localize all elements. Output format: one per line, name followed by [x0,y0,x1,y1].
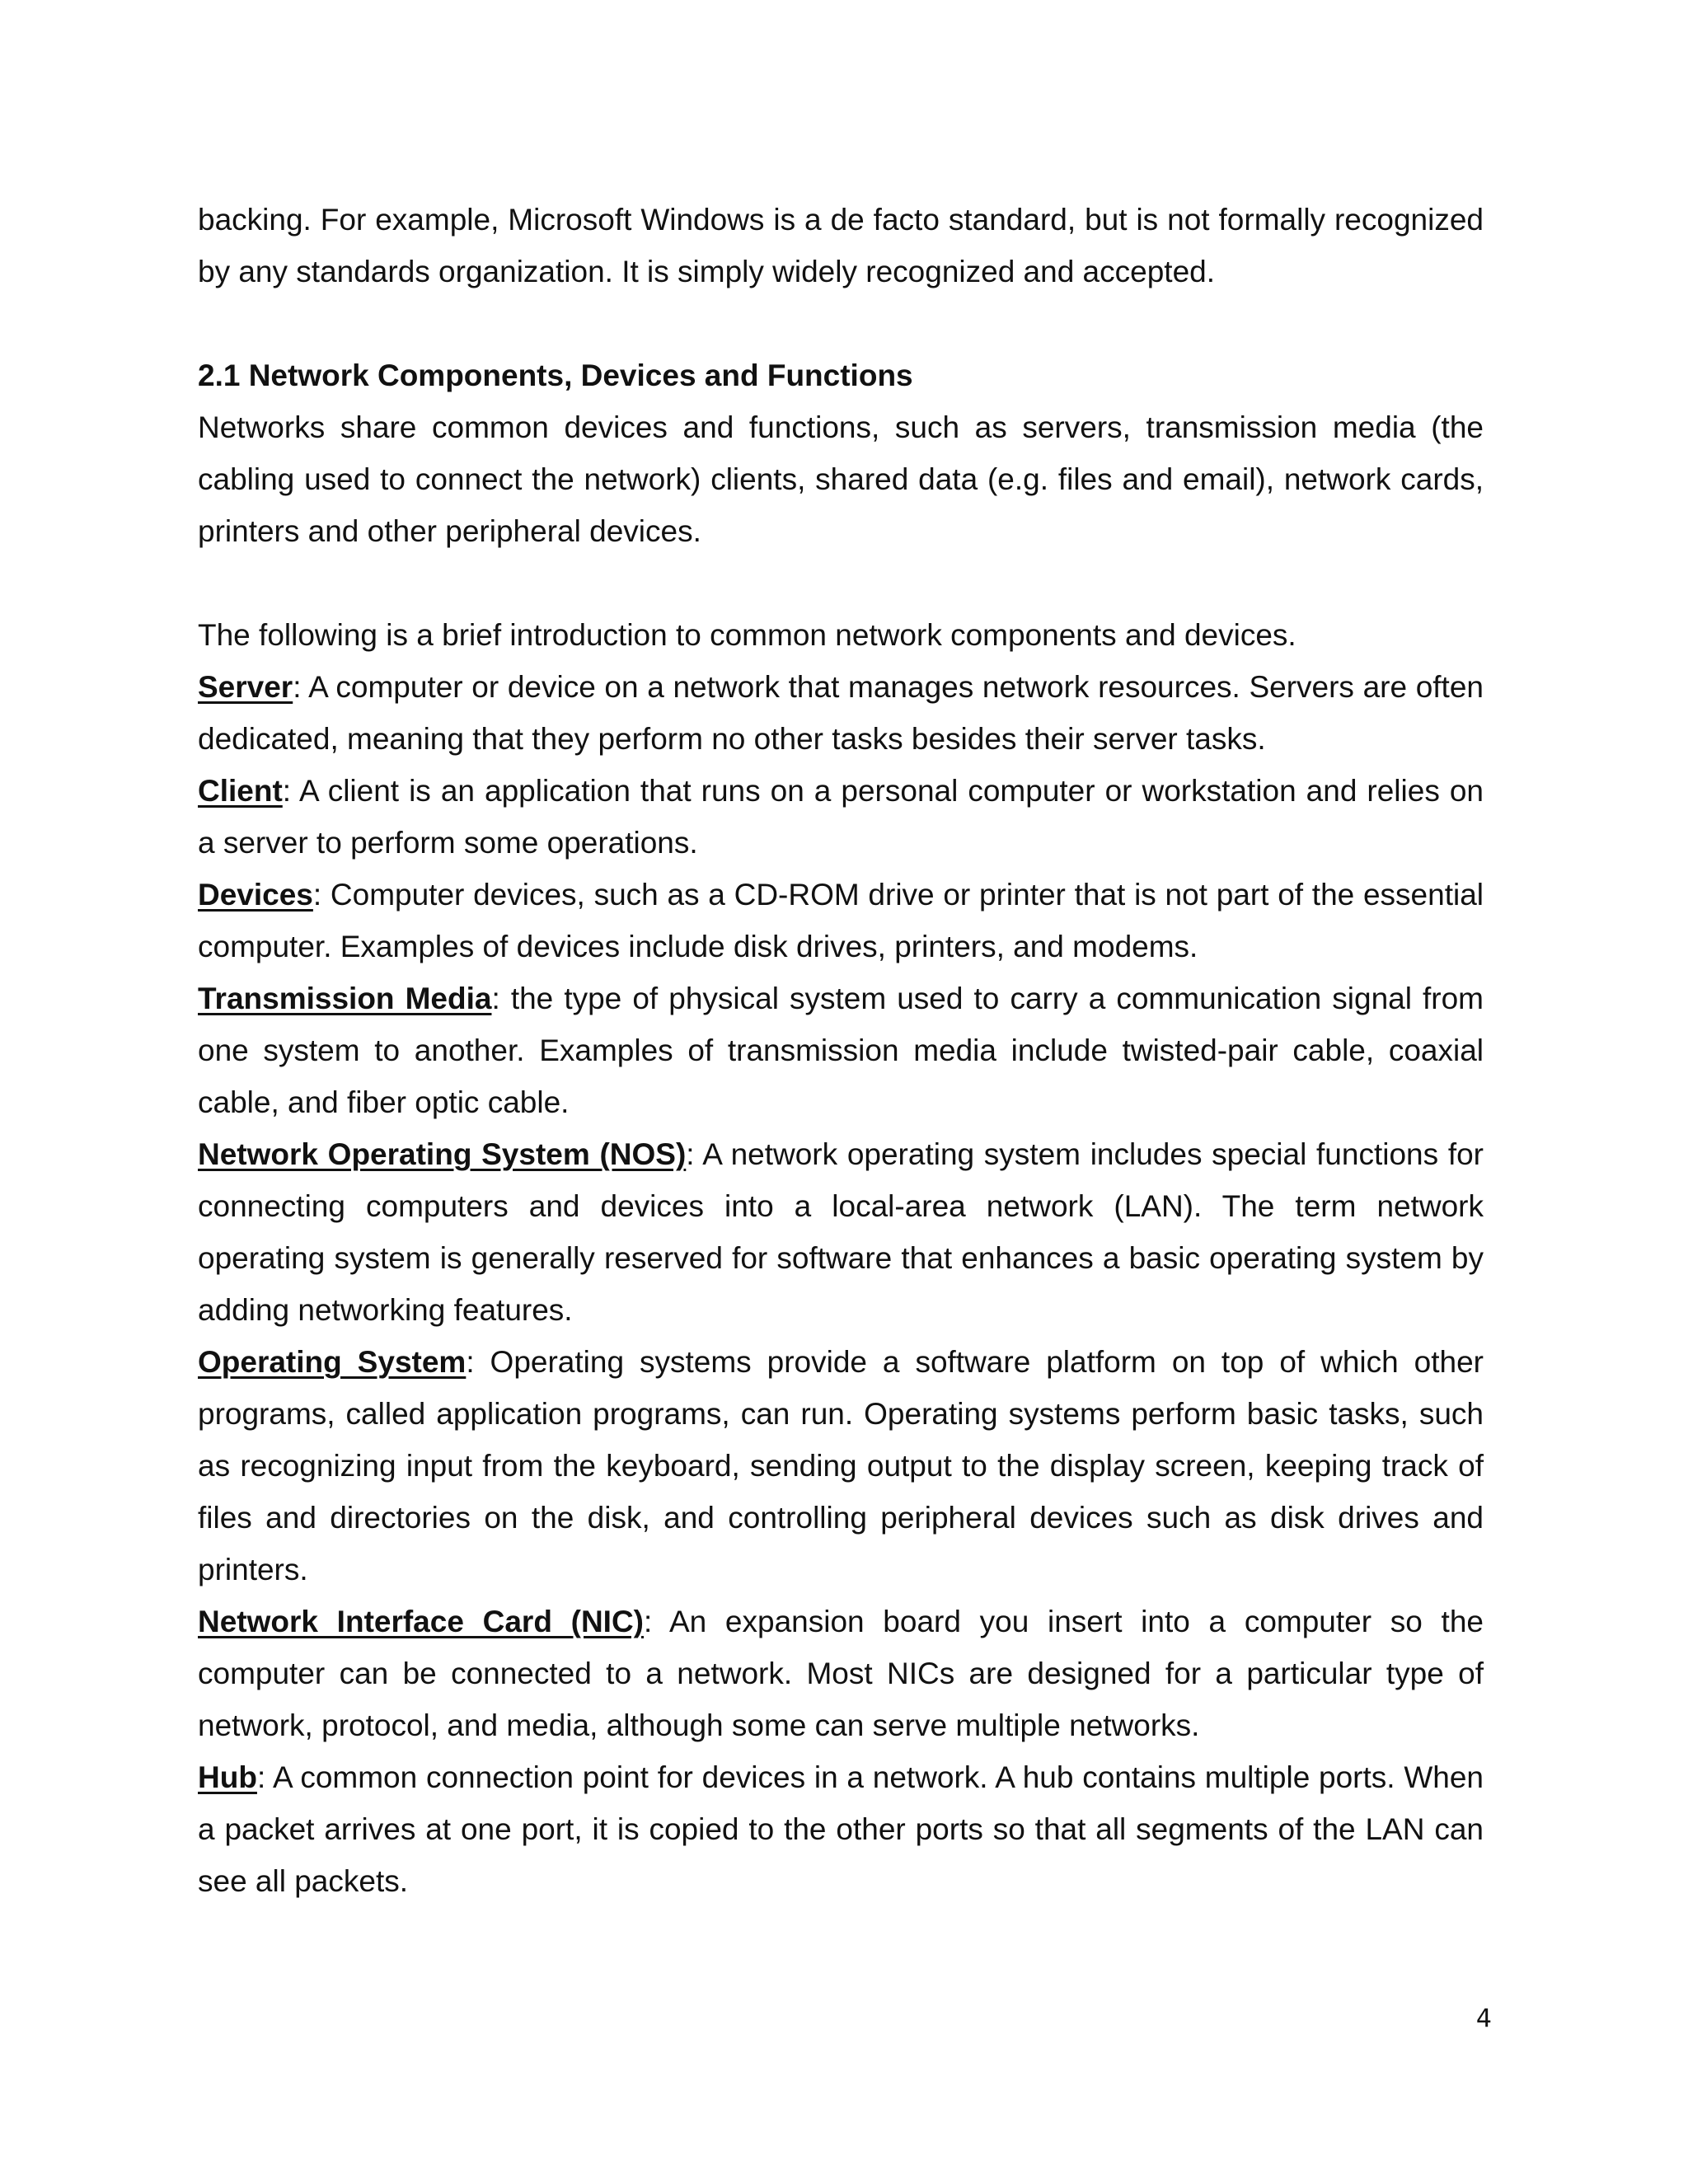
definition-network-operating-system [198,1128,1484,1336]
term-hub: Hub [198,1760,257,1794]
page-number: 4 [1475,2004,1492,2033]
description-network-operating-system: : A network operating system includes special functions for connecting computers and devices into a local-area network (LAN). The term network operating system is generally reserved for software that enhances a basic operating system by adding networking features. [198,1137,1484,1327]
description-client: : A client is an application that runs on a personal computer or workstation and relies on a server to perform some operations. [198,774,1484,860]
term-client: Client [198,774,283,808]
description-transmission-media: : the type of physical system used to carry a communication signal from one system to another. Examples of transmission media include twisted-pair cable, coaxial cable, and fiber optic cable. [198,982,1484,1119]
definition-transmission-media [198,972,1484,1128]
definition-network-interface-card [198,1596,1484,1751]
term-operating-system: Operating System [198,1345,467,1379]
page-content [198,194,1484,1907]
term-server: Server [198,670,293,704]
definition-hub [198,1751,1484,1907]
description-operating-system: : Operating systems provide a software platform on top of which other programs, called application programs, can run. Operating systems perform basic tasks, such as recognizing input from the keyboard, sending output to the display screen, keeping track of files and directories on the disk, and controlling peripheral devices such as disk drives and printers. [198,1345,1484,1586]
paragraph-spacer [198,298,1484,349]
definition-server [198,661,1484,765]
description-hub: : A common connection point for devices in a network. A hub contains multiple ports. When a packet arrives at one port, it is copied to the other ports so that all segments of the LAN can see all packets. [198,1760,1484,1898]
lead-in-paragraph: The following is a brief introduction to common network components and devices. [198,618,1296,652]
term-network-operating-system: Network Operating System (NOS) [198,1137,687,1171]
paragraph-spacer [198,557,1484,609]
definition-client [198,765,1484,869]
definition-operating-system [198,1336,1484,1596]
term-transmission-media: Transmission Media [198,982,492,1015]
term-devices: Devices [198,878,313,912]
definition-devices [198,869,1484,972]
description-devices: : Computer devices, such as a CD-ROM drive or printer that is not part of the essential computer. Examples of devices include disk drives, printers, and modems. [198,878,1484,963]
section-heading: 2.1 Network Components, Devices and Functions [198,359,913,392]
description-server: : A computer or device on a network that manages network resources. Servers are often dedicated, meaning that they perform no other tasks besides their server tasks. [198,670,1484,756]
section-paragraph: Networks share common devices and functions, such as servers, transmission media (the cabling used to connect the network) clients, shared data (e.g. files and email), network cards, printers and other peripheral devices. [198,410,1484,548]
description-network-interface-card: : An expansion board you insert into a computer so the computer can be connected to a network. Most NICs are designed for a particular type of network, protocol, and media, although some can serve multiple networks. [198,1605,1484,1742]
term-network-interface-card: Network Interface Card (NIC) [198,1605,644,1638]
intro-paragraph: backing. For example, Microsoft Windows is a de facto standard, but is not formally recognized by any standards organization. It is simply widely recognized and accepted. [198,203,1484,288]
